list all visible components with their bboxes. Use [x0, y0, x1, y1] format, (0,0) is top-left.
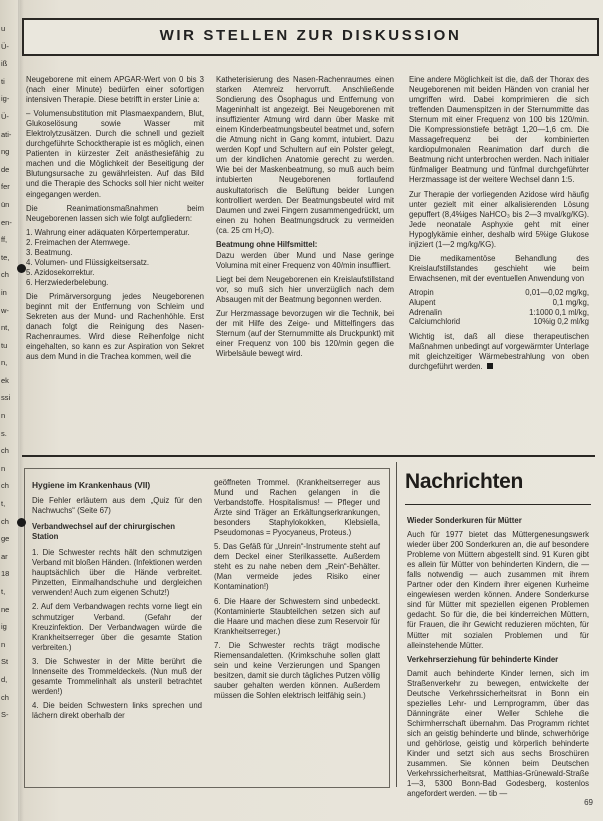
- table-row: [409, 298, 589, 308]
- edge-fragment: Ü-: [1, 41, 9, 51]
- edge-fragment: in: [1, 287, 7, 297]
- edge-fragment: 18: [1, 569, 10, 579]
- table-row: [409, 308, 589, 318]
- list-item: 6. Herzwiederbelebung.: [26, 277, 109, 287]
- edge-fragment: ng: [1, 147, 10, 157]
- edge-fragment: ff,: [1, 235, 8, 245]
- quiz-answer: 5. Das Gefäß für „Unrein“-Instrumente steht auf dem Deckel einer Sterilkassette. Außerdem steht es zu nahe neben dem „Rein“-Behälter. (Man vermeide jedes Risiko einer Kontamination!): [214, 542, 380, 592]
- paragraph: Eine andere Möglichkeit ist die, daß der Thorax des Neugeborenen mit beiden Händen von cranial her umgriffen wird. Dabei komprimieren die sich treffenden Daumenspitzen in der Sternummitte das Sternum mit einer Frequenz von 100 bis 120/min. Die Kompressionstiefe beträgt 1,20—1,6 cm. Die Massagefrequenz bei der kombinierten kardiopulmonalen Reanimation darf durch die Beatmung nicht unterbrochen werden. Nach initialer fünfmaliger Beatmung und fünfmal durchgeführter Herzmassage ist der weitere Wechsel dann 1:5.: [409, 75, 589, 185]
- news-item-text: Damit auch behinderte Kinder lernen, sich im Straßenverkehr zu bewegen, entwickelte der Deutsche Verkehrssicherheitsrat in Bonn ein spezielles Lehr- und Lernprogramm, über das Dänningräte einer Weller Schlehe die Schirmherrschaft übernahm. Das Programm richtet sich an geistig behinderte und blinde, schwerhörige und gehörlose, geistig und körperlich behinderte Kinder und setzt sich aus sechs Broschüren zusammen. Sie können beim Deutschen Verkehrssicherheitsrat, Matthias-Grünewald-Straße 1—3, 5300 Bonn-Bad Godesberg, kostenlos angefordert werden. — tib —: [407, 668, 589, 799]
- edge-fragment: iß: [1, 59, 8, 69]
- edge-fragment: ch: [1, 516, 9, 526]
- section-title: WIR STELLEN ZUR DISKUSSION: [159, 27, 462, 44]
- news-item-title: Wieder Sonderkuren für Mütter: [407, 516, 522, 525]
- drug-dose: 10%ig 0,2 ml/kg: [533, 317, 589, 327]
- box-intro: Die Fehler erläutern aus dem „Quiz für den Nachwuchs“ (Seite 67): [32, 496, 202, 516]
- edge-fragment: ch: [1, 446, 9, 456]
- drug-name: Atropin: [409, 287, 434, 297]
- article-column-1: [26, 75, 204, 366]
- page-number: 69: [584, 798, 593, 807]
- paragraph: [409, 332, 589, 372]
- drug-dose: 0,01—0,02 mg/kg,: [525, 287, 589, 297]
- list-item: 5. Azidosekorrektur.: [26, 267, 95, 277]
- reanimation-list: [26, 228, 204, 288]
- paragraph-text: Wichtig ist, daß all diese therapeutischen Maßnahmen unbedingt auf vorgewärmter Unterlage mit gleichzeitiger Wärmebestrahlung von oben durchgeführt werden.: [409, 332, 589, 372]
- quiz-answer: 4. Die beiden Schwestern links sprechen und lächern direkt oberhalb der: [32, 700, 202, 720]
- edge-fragment: fer: [1, 182, 10, 192]
- edge-fragment: d,: [1, 674, 8, 684]
- section-header-box: [22, 18, 599, 56]
- paragraph: Die medikamentöse Behandlung des Kreislaufstillstandes geschieht wie beim Erwachsenen, mit der eventuellen Anwendung von: [409, 253, 589, 283]
- list-item: 3. Beatmung.: [26, 247, 73, 257]
- drug-name: Adrenalin: [409, 307, 442, 317]
- previous-page-edge: [0, 0, 20, 821]
- paragraph: Katheterisierung des Nasen-Rachenraumes einen starken Atemreiz hervorruft. Anschließende Sondierung des Ösophagus und Entfernung von Mageninhalt ist angezeigt. Bei Neugeborenen mit insuffizienter Atmung wird dann über Maske mit einem Kinderbeatmungsbeutel beatmet und, sofern die Atmung nicht in Gang kommt, intubiert. Dazu werden Kopf und Schultern auf ein Polster gelegt, um der kindlichen Anatomie gerecht zu werden. Wie bei der Maskenbeatmung, so muß auch beim intubierten Neugeborenen fortlaufend auskultatorisch die Belüftung beider Lungen kontrolliert werden. Der Beatmungsbeutel wird mit Daumen und zwei Fingern zusammengedrückt, um einen zu hohen Beatmungsdruck zu vermeiden (ca. 25 cm H₂O).: [216, 75, 394, 235]
- edge-fragment: ge: [1, 534, 10, 544]
- box-title: Hygiene im Krankenhaus (VII): [32, 480, 151, 490]
- paragraph: Liegt bei dem Neugeborenen ein Kreislaufstillstand vor, so muß sich hier unverzüglich nach dem Absaugen mit der Beatmung begonnen werden.: [216, 274, 394, 304]
- article-column-3: [409, 75, 589, 376]
- edge-fragment: ün: [1, 199, 10, 209]
- binder-hole-mark: [17, 518, 26, 527]
- edge-fragment: n: [1, 639, 6, 649]
- news-item-text: Auch für 1977 bietet das Müttergenesungswerk wieder über 200 Sonderkuren an, die auf besondere Probleme von Müttern abgestellt sind. 91 Kuren gibt es allein für Mütter von behinderten Kindern, die — falls notwendig — auch zusammen mit ihrem Partner oder den Kindern ihrer eigenen Kurheime eingewiesen werden können. Andere Sonderkurse sind für Mütter mit speziellen eigenen Problemen gedacht. So für die, die bei kinderreichen Müttern, für Frauen, die ihr Gewicht reduzieren möchten, für Mütter mit sozialen Problemen und für alleinstehende Mütter.: [407, 530, 589, 650]
- quiz-answer: 1. Die Schwester rechts hält den schmutzigen Verband mit bloßen Händen. (Infektionen werden hauptsächlich über die Hände verbreitet. Pinzetten, Einmalhandschuhe und dergleichen verwenden! Auch zum eigenen Schutz!): [32, 548, 202, 598]
- edge-fragment: n,: [1, 358, 8, 368]
- paragraph: Die Primärversorgung jedes Neugeborenen beginnt mit der Entfernung von Schleim und Sekreten aus der Mund- und Rachenhöhle. Erst danach folgt die Reinigung des Nasen-Rachenraumes. Wird diese Reihenfolge nicht eingehalten, so kann es zur Aspiration von Sekret aus dem Mund in die Trachea kommen, weil die: [26, 291, 204, 362]
- paragraph: Zur Herzmassage bevorzugen wir die Technik, bei der mit Hilfe des Zeige- und Mittelfingers das Sternum (auf der Sternummitte als Druckpunkt) mit einer Frequenz von 100 bis 120/min gegen die Wirbelsäule bewegt wird.: [216, 309, 394, 359]
- quiz-answer: 7. Die Schwester rechts trägt modische Riemensandaletten. (Krimkschuhe sollen glatt sein und keine Verzierungen und Spangen besitzen, damit sie durch tägliches Putzen völlig sauber gehalten werden können. Außerdem müssen die Sohlen elektrisch leitfähig sein.): [214, 640, 380, 700]
- edge-fragment: ig-: [1, 94, 10, 104]
- edge-fragment: ek: [1, 375, 9, 385]
- edge-fragment: n: [1, 411, 6, 421]
- edge-fragment: u: [1, 24, 6, 33]
- edge-fragment: tu: [1, 340, 8, 350]
- article-column-2: [216, 75, 394, 363]
- section-divider: [22, 455, 595, 457]
- quiz-answer: geöffneten Trommel. (Krankheitserreger aus Mund und Rachen gelangen in die Verbandstoffe. Hospitalismus! — Pfleger und Ärzte sind Träger an Erkältungserkrankungen, besonders Staphylokokken, Klebsiella, Pseudomonas = Pyocyaneus, Proteus.): [214, 478, 380, 538]
- list-item: 1. Wahrung einer adäquaten Körpertemperatur.: [26, 227, 190, 237]
- edge-fragment: n: [1, 463, 6, 473]
- drug-name: Calciumchlorid: [409, 317, 461, 327]
- hygiene-column-1: [32, 478, 202, 725]
- edge-fragment: ch: [1, 270, 9, 280]
- edge-fragment: w-: [1, 305, 9, 315]
- edge-text-fragments: [1, 20, 17, 724]
- edge-fragment: ssi: [1, 393, 11, 403]
- drug-name: Alupent: [409, 297, 436, 307]
- drug-dosage-table: [409, 288, 589, 327]
- edge-fragment: en-: [1, 217, 12, 227]
- edge-fragment: ch: [1, 481, 9, 491]
- edge-fragment: de: [1, 164, 10, 174]
- edge-fragment: ati-: [1, 129, 12, 139]
- hygiene-column-2: [214, 478, 380, 705]
- edge-fragment: ar: [1, 551, 8, 561]
- edge-fragment: St: [1, 657, 9, 667]
- end-of-article-mark: [487, 363, 493, 369]
- paragraph: Neugeborene mit einem APGAR-Wert von 0 bis 3 (nach einer Minute) bedürfen einer sofortigen intensiven Therapie. Diese betrifft in erster Linie a:: [26, 75, 204, 105]
- edge-fragment: ti: [1, 76, 5, 86]
- subheading: Beatmung ohne Hilfsmittel:: [216, 239, 318, 249]
- binder-hole-mark: [17, 264, 26, 273]
- quiz-answer: 3. Die Schwester in der Mitte berührt die Innenseite des Trommeldeckels. (Nun muß der gesamte Trommelinhalt als unsteril betrachtet werden!): [32, 656, 202, 696]
- news-heading: Nachrichten: [405, 470, 524, 493]
- edge-fragment: Ü-: [1, 111, 9, 121]
- news-column: [407, 514, 589, 803]
- edge-fragment: ig: [1, 622, 7, 632]
- quiz-answer: 2. Auf dem Verbandwagen rechts vorne liegt ein schmutziger Verband. (Gefahr der Kreuzinfektion. Der Verbandwagen würde die Krankheitserreger über die gesamte Station verbreiten.): [32, 602, 202, 652]
- list-item: 4. Volumen- und Flüssigkeitsersatz.: [26, 257, 150, 267]
- list-item: 2. Freimachen der Atemwege.: [26, 237, 131, 247]
- news-heading-rule: [405, 504, 591, 505]
- drug-dose: 1:1000 0,1 ml/kg,: [529, 307, 589, 317]
- edge-fragment: s.: [1, 428, 7, 438]
- paragraph: Die Reanimationsmaßnahmen beim Neugeborenen lassen sich wie folgt aufgliedern:: [26, 203, 204, 223]
- news-item-title: Verkehrserziehung für behinderte Kinder: [407, 654, 559, 664]
- table-row: [409, 288, 589, 298]
- quiz-answer: 6. Die Haare der Schwestern sind unbedeckt. (Kontaminierte Staubteilchen setzen sich auf die Haare und machen diese zum Reservoir für Krankheitserreger.): [214, 596, 380, 636]
- edge-fragment: nt,: [1, 323, 10, 333]
- paragraph: – Volumensubstitution mit Plasmaexpandern, Blut, Glukoselösung sowie Wasser mit Elektrolytzusätzen. Durch die schnell und gezielt durchgeführte Schocktherapie ist es möglich, einen Patienten in kürzester Zeit anästhesiefähig zu machen und die Möglichkeit der Beseitigung der Blutungsursache zu gewährleisten. Auf das Bild und die Therapie des Schocks soll hier nicht weiter eingegangen werden.: [26, 109, 204, 199]
- edge-fragment: S-: [1, 710, 9, 720]
- edge-fragment: t,: [1, 499, 6, 509]
- paragraph: Zur Therapie der vorliegenden Azidose wird häufig unter gezielt mit einer alkalisierenden Lösung gepuffert (8,4%iges NaHCO₃ bis 2—3 mval/kg/KG). Jede neonatale Asphyxie geht mit einer Hypoglykämie einher, deshalb wird 5%ige Glukose injiziert (1—2 mg/kg/KG).: [409, 189, 589, 249]
- edge-fragment: te,: [1, 252, 10, 262]
- edge-fragment: ne: [1, 604, 10, 614]
- box-subtitle: Verbandwechsel auf der chirurgischen Station: [32, 522, 175, 542]
- paragraph: Dazu werden über Mund und Nase geringe Volumina mit einer Frequenz von 40/min insuffliert.: [216, 250, 394, 270]
- column-divider: [396, 462, 397, 787]
- table-row: [409, 317, 589, 327]
- edge-fragment: t,: [1, 587, 6, 596]
- drug-dose: 0,1 mg/kg,: [552, 297, 589, 307]
- edge-fragment: ch: [1, 692, 9, 702]
